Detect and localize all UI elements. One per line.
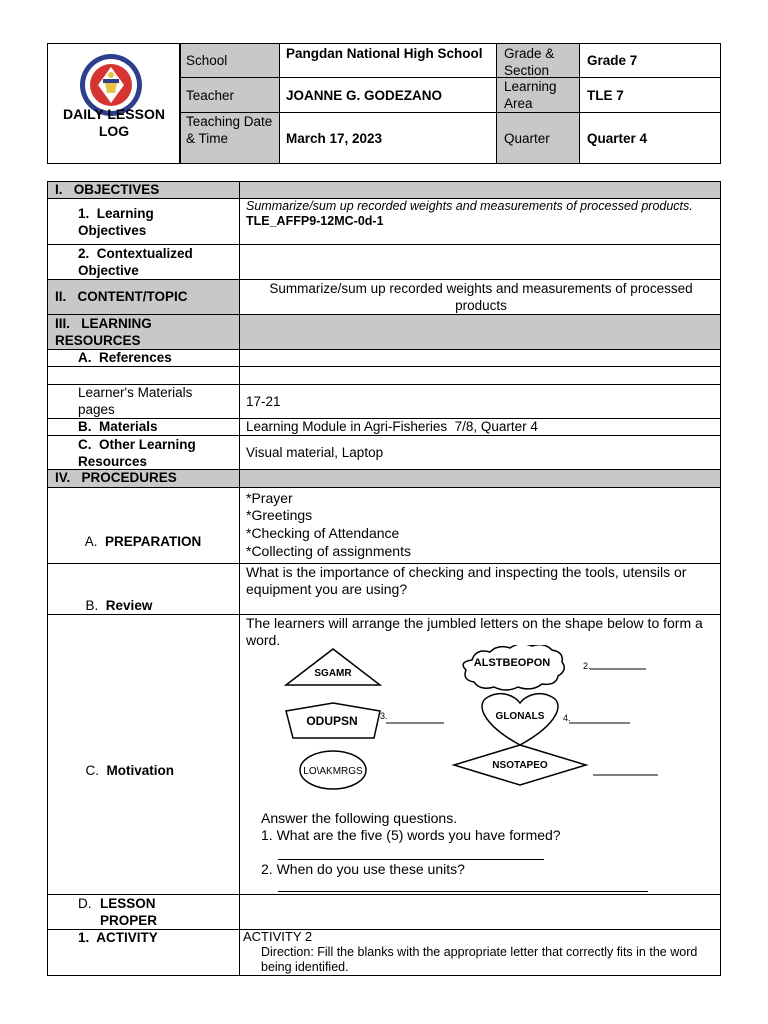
jumbled-shapes (240, 645, 720, 805)
content-topic-label: II. CONTENT/TOPIC (55, 289, 188, 304)
question-2: 2. When do you use these units? (261, 861, 465, 877)
heart-word: GLONALS (495, 711, 545, 722)
review-question: What is the importance of checking and inspecting the tools, utensils or equipment you are using? (246, 564, 687, 597)
learners-materials-label: Learner's Materials pages (78, 385, 193, 417)
school-label: School (186, 53, 228, 68)
learning-objectives-description: Summarize/sum up recorded weights and measurements of processed products. (246, 199, 693, 213)
motivation-prefix: C. (85, 763, 100, 778)
blank-3-label: 3. (380, 711, 388, 721)
oval-word: LO\AKMRGS (303, 766, 363, 777)
learning-objectives-code: TLE_AFFP9-12MC-0d-1 (246, 214, 384, 228)
answer-line-2 (278, 891, 648, 892)
question-1: 1. What are the five (5) words you have formed? (261, 827, 561, 843)
school-value: Pangdan National High School (286, 46, 483, 61)
review-label (78, 580, 152, 614)
preparation-item-attendance: *Checking of Attendance (246, 525, 400, 541)
preparation-prefix: A. (84, 534, 98, 549)
answer-line-1 (278, 859, 544, 860)
preparation-item-prayer: *Prayer (246, 490, 293, 506)
preparation-title: PREPARATION (105, 534, 202, 549)
procedures-value-cell (239, 469, 721, 488)
learners-materials-value: 17-21 (246, 394, 281, 409)
learning-objectives-text (246, 199, 716, 229)
cloud-word: ALSTBEOPON (473, 657, 551, 669)
answer-intro: Answer the following questions. (261, 810, 458, 826)
contextualized-label: 2. Contextualized Objective (78, 246, 197, 278)
quarter-value: Quarter 4 (587, 131, 648, 146)
teaching-date-value: March 17, 2023 (286, 131, 383, 146)
lesson-proper-prefix: D. (78, 896, 92, 911)
review-prefix: B. (85, 598, 99, 613)
other-resources-label: C. Other Learning Resources (78, 437, 200, 469)
preparation-item-assignments: *Collecting of assignments (246, 543, 411, 559)
learning-resources-value-cell (239, 314, 721, 350)
learners-materials-value-cell (239, 384, 721, 419)
learning-area-label: Learning Area (504, 79, 557, 111)
learning-area-value: TLE 7 (587, 88, 624, 103)
teaching-date-label: Teaching Date & Time (186, 114, 273, 146)
references-label: A. References (78, 350, 172, 365)
quarter-label: Quarter (504, 131, 550, 146)
preparation-item-greetings: *Greetings (246, 507, 313, 523)
materials-label: B. Materials (78, 419, 158, 434)
activity-title: ACTIVITY 2 (243, 929, 313, 944)
blank-row-left (47, 366, 240, 385)
review-title: Review (105, 598, 153, 613)
blank-2-label: 2. (583, 661, 591, 671)
contextualized-value-cell (239, 244, 721, 280)
lesson-proper-value-cell (239, 894, 721, 930)
activity-label: 1. ACTIVITY (78, 930, 158, 945)
content-topic-text: Summarize/sum up recorded weights and measurements of processed products (269, 281, 693, 313)
motivation-title: Motivation (106, 763, 175, 778)
objectives-header-right (239, 181, 721, 199)
lesson-proper-label: LESSON PROPER (100, 896, 158, 928)
teacher-label: Teacher (186, 88, 235, 103)
preparation-label (78, 516, 201, 550)
references-value-cell (239, 349, 721, 367)
teacher-value: JOANNE G. GODEZANO (286, 88, 443, 103)
pentagon-word: ODUPSN (306, 714, 358, 728)
triangle-shape (286, 649, 380, 685)
grade-section-value: Grade 7 (587, 53, 638, 68)
other-resources-value: Visual material, Laptop (246, 445, 384, 460)
blank-row-right (239, 366, 721, 385)
procedures-heading: IV. PROCEDURES (55, 470, 177, 485)
materials-value: Learning Module in Agri-Fisheries 7/8, Quarter 4 (246, 419, 538, 434)
activity-direction: Direction: Fill the blanks with the appropriate letter that correctly fits in the word being identified. (261, 945, 698, 974)
daily-lesson-log-title: DAILY LESSON LOG (63, 106, 165, 139)
learning-objectives-label: 1. Learning Objectives (78, 206, 158, 238)
triangle-word: SGAMR (314, 668, 352, 679)
motivation-instructions: The learners will arrange the jumbled letters on the shape below to form a word. (246, 615, 703, 648)
diamond-word: NSOTAPEO (492, 760, 548, 771)
objectives-heading: I. OBJECTIVES (55, 182, 160, 197)
learning-resources-label: III. LEARNING RESOURCES (55, 316, 156, 348)
blank-4-label: 4. (563, 713, 571, 723)
motivation-label (78, 745, 174, 779)
grade-section-label: Grade & Section (504, 46, 555, 78)
